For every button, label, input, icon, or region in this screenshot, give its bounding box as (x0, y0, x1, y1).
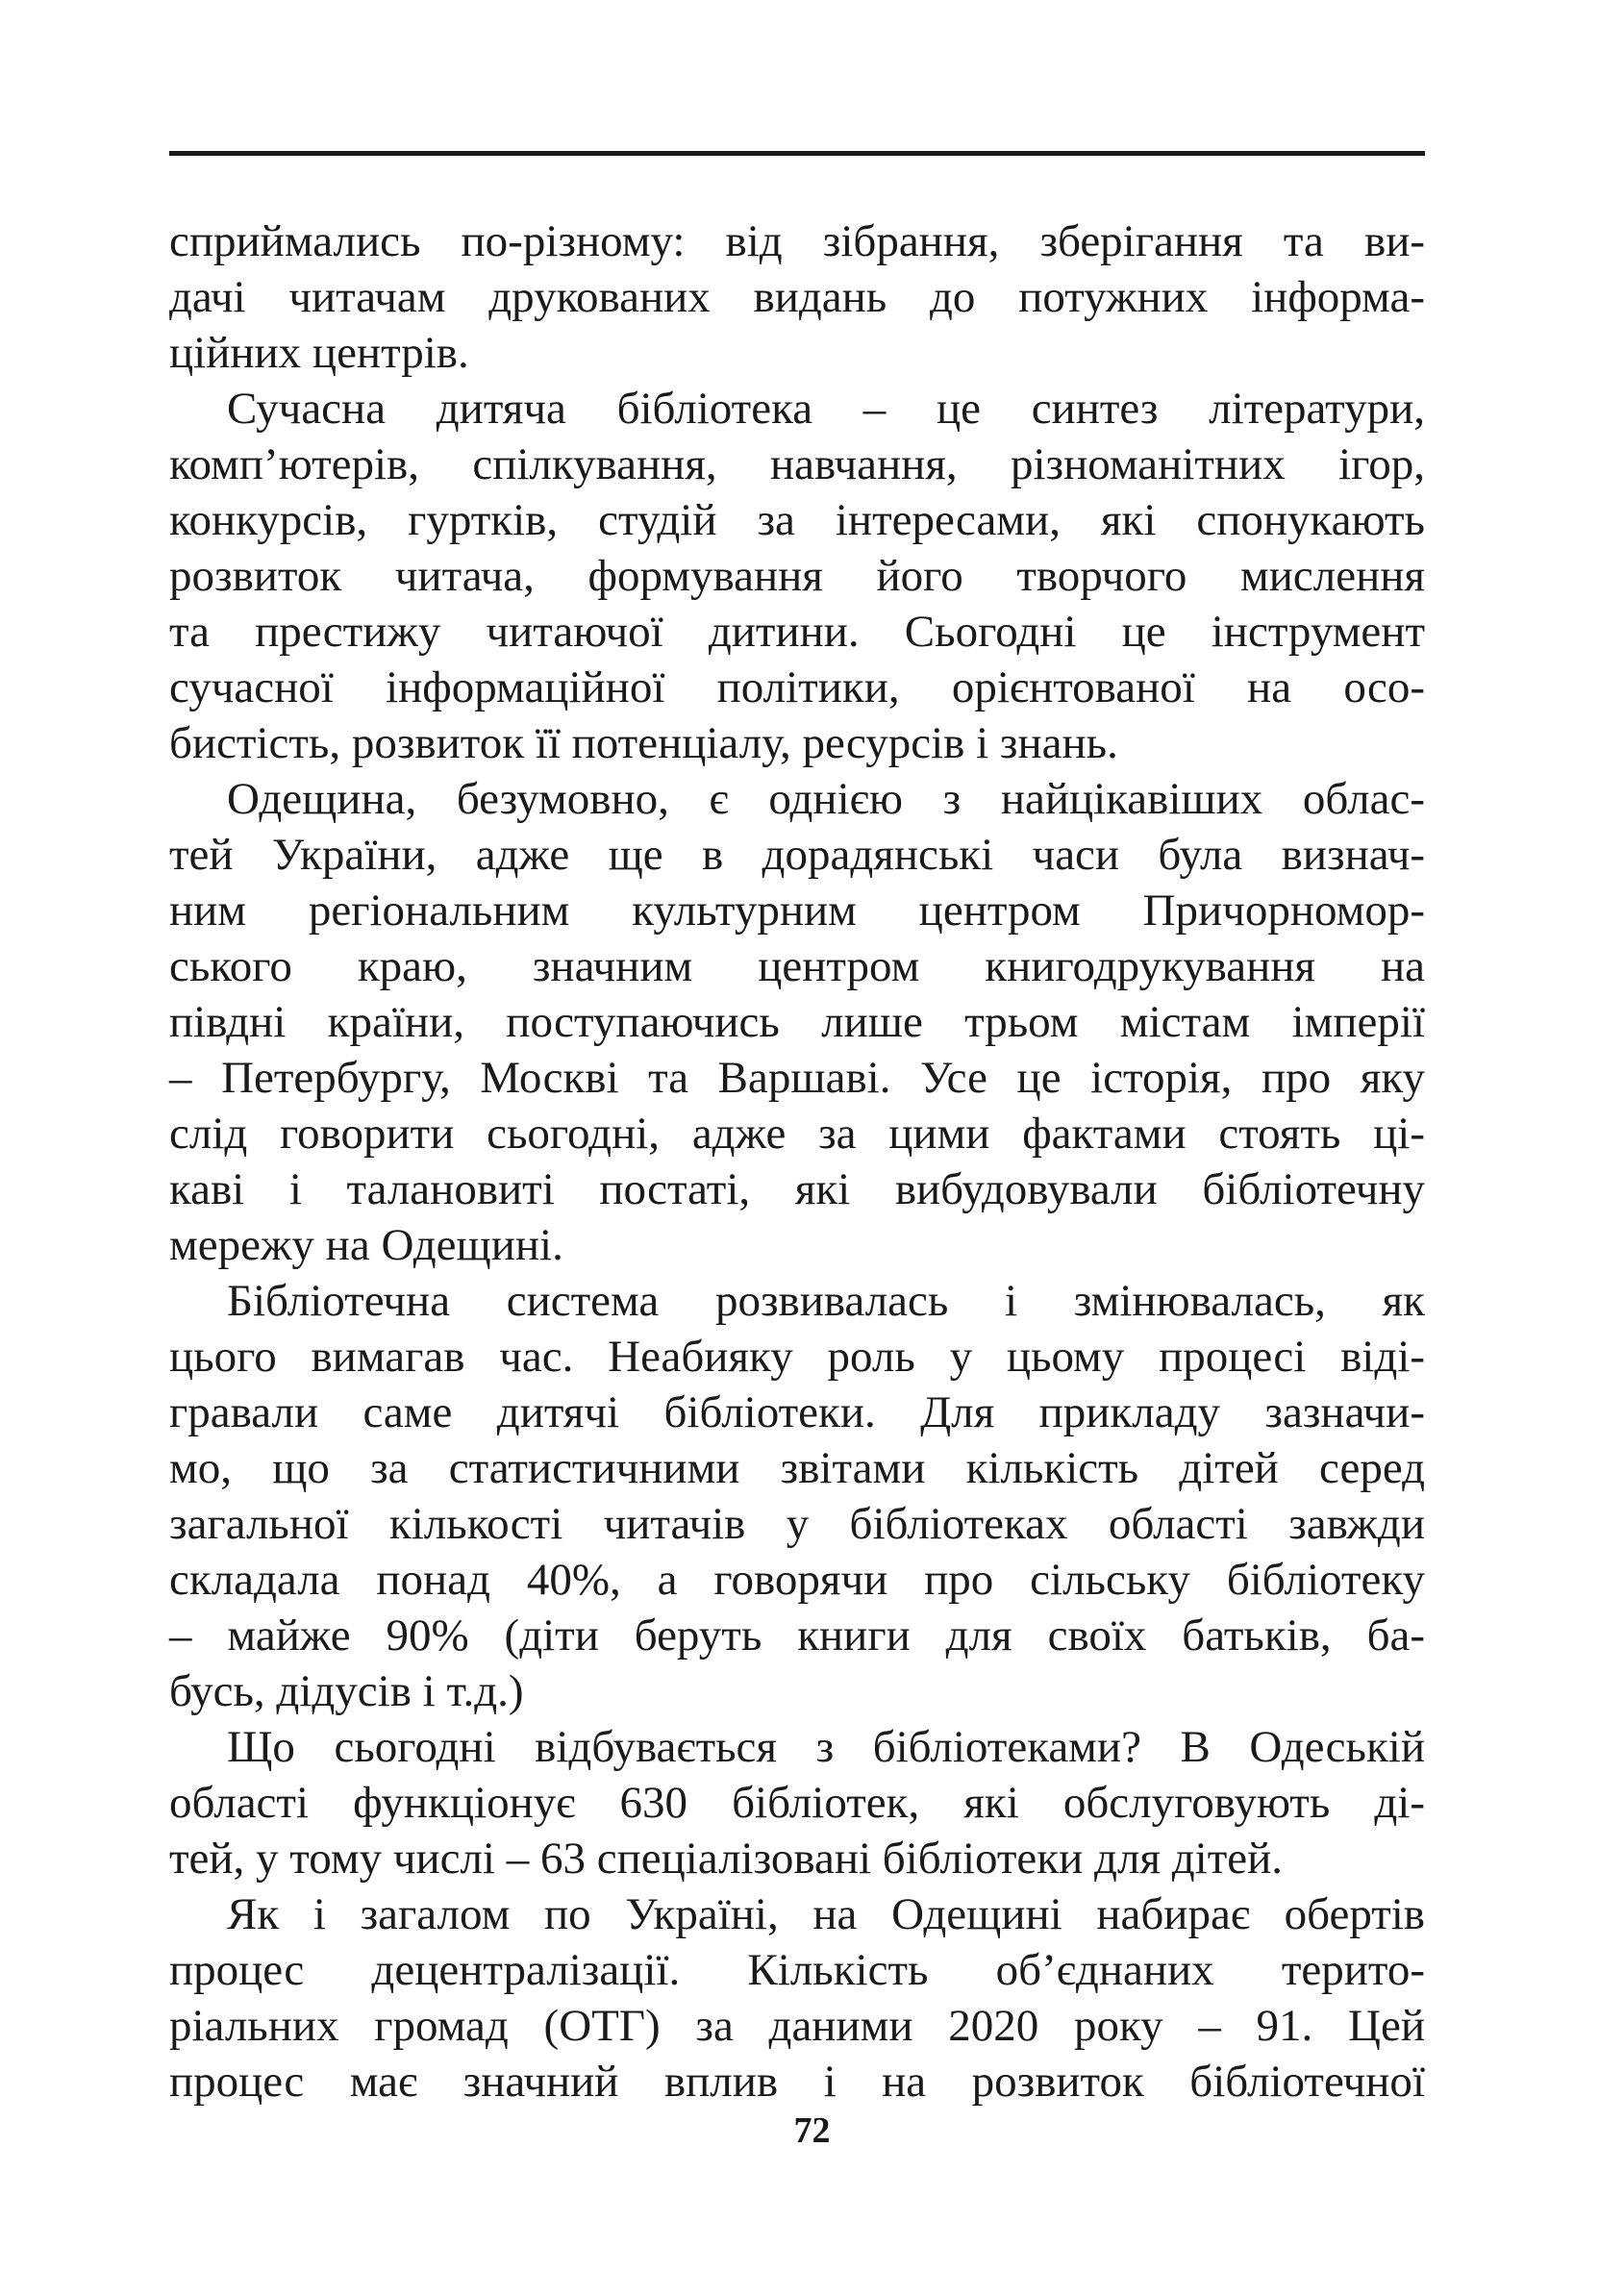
text-line: розвиток читача, формування його творчого мислення (169, 551, 1425, 601)
text-line: каві і талановиті постаті, які вибудовували бібліотечну (169, 1164, 1425, 1214)
text-line: процес децентралізації. Кількість об’єднаних терито- (169, 1945, 1425, 1995)
text-line: ріальних громад (ОТГ) за даними 2020 року – 91. Цей (169, 2001, 1425, 2051)
text-line: Як і загалом по Україні, на Одещині набирає обертів (227, 1889, 1425, 1939)
text-line: бистість, розвиток її потенціалу, ресурсів і знань. (169, 718, 1118, 768)
text-line: Сучасна дитяча бібліотека – це синтез літератури, (227, 384, 1425, 434)
text-line: гравали саме дитячі бібліотеки. Для прикладу зазначи- (169, 1387, 1425, 1437)
text-line: області функціонує 630 бібліотек, які обслуговують ді- (169, 1778, 1425, 1828)
text-line: мережу на Одещині. (169, 1220, 563, 1270)
text-line: ського краю, значним центром книгодрукування на (169, 941, 1425, 991)
text-line: та престижу читаючої дитини. Сьогодні це інструмент (169, 607, 1425, 657)
text-line: бусь, дідусів і т.д.) (169, 1666, 524, 1716)
text-line: Бібліотечна система розвивалась і змінювалась, як (227, 1276, 1425, 1326)
text-line: ним регіональним культурним центром Причорномор- (169, 886, 1425, 936)
text-line: Одещина, безумовно, є однією з найцікавіших облас- (227, 774, 1425, 824)
text-line: дачі читачам друкованих видань до потужних інформа- (169, 272, 1425, 322)
text-line: цього вимагав час. Неабияку роль у цьому процесі віді- (169, 1332, 1425, 1382)
text-line: півдні країни, поступаючись лише трьом містам імперії (169, 997, 1425, 1047)
text-line: конкурсів, гуртків, студій за інтересами, які спонукають (169, 495, 1425, 545)
text-line: ційних центрів. (169, 328, 469, 378)
text-line: сприймались по-різному: від зібрання, зберігання та ви- (169, 216, 1425, 266)
text-line: – майже 90% (діти беруть книги для своїх батьків, ба- (169, 1610, 1425, 1660)
header-rule (169, 151, 1425, 156)
body-text (169, 213, 1425, 2110)
text-line: Що сьогодні відбувається з бібліотеками? В Одеській (227, 1722, 1425, 1772)
text-line: комп’ютерів, спілкування, навчання, різноманітних ігор, (169, 439, 1425, 489)
text-line: мо, що за статистичними звітами кількість дітей серед (169, 1443, 1425, 1493)
text-line: тей, у тому числі – 63 спеціалізовані бібліотеки для дітей. (169, 1834, 1284, 1884)
page-number: 72 (793, 2110, 831, 2151)
text-line: – Петербургу, Москві та Варшаві. Усе це історія, про яку (169, 1053, 1425, 1103)
text-line: складала понад 40%, а говорячи про сільську бібліотеку (169, 1555, 1425, 1605)
text-line: загальної кількості читачів у бібліотеках області завжди (169, 1499, 1425, 1549)
text-line: слід говорити сьогодні, адже за цими фактами стоять ці- (169, 1109, 1425, 1159)
text-line: сучасної інформаційної політики, орієнтованої на осо- (169, 662, 1425, 712)
text-line: процес має значний вплив і на розвиток бібліотечної (169, 2057, 1425, 2107)
text-line: тей України, адже ще в дорадянські часи була визнач- (169, 830, 1425, 880)
